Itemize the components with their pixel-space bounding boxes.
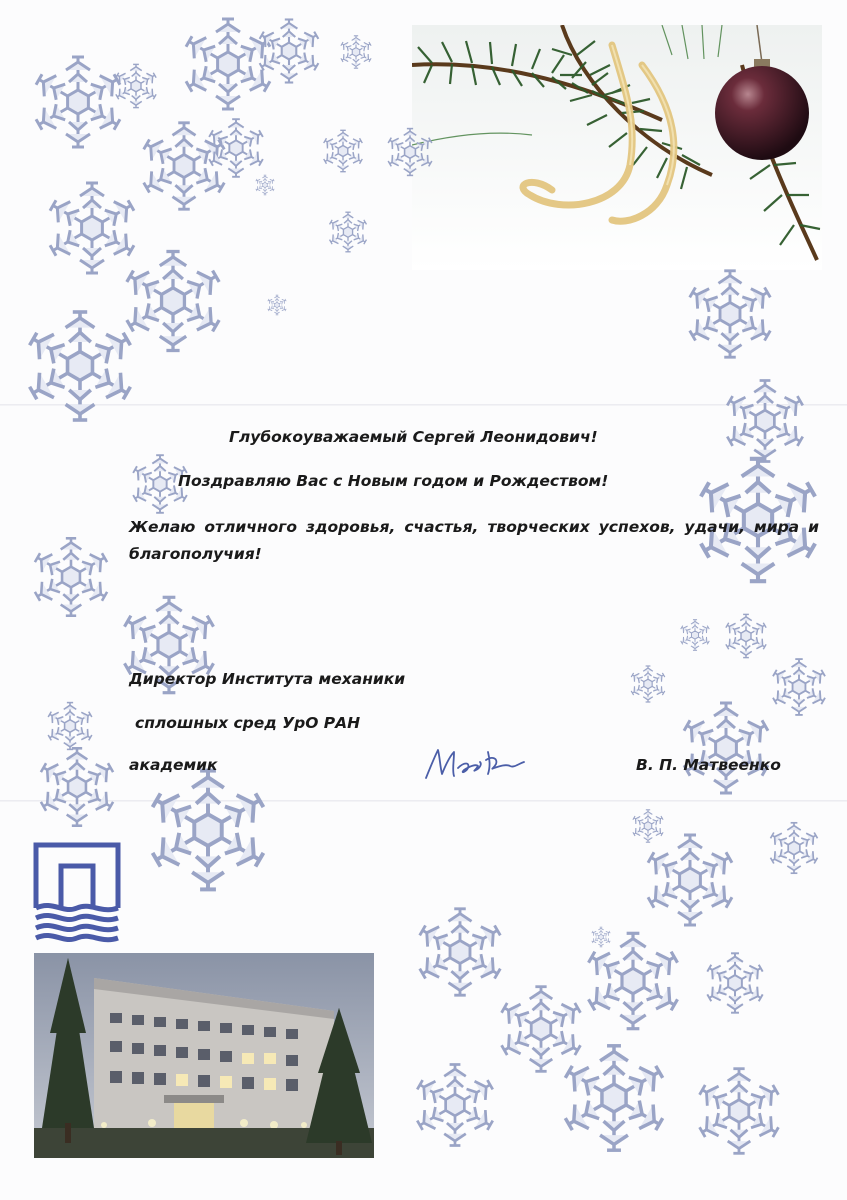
snowflake-icon	[28, 534, 114, 620]
snowflake-icon	[410, 1060, 500, 1150]
snowflake-icon	[254, 174, 276, 196]
institute-logo	[33, 840, 121, 944]
signatory-name: В. П. Матвеенко	[636, 756, 781, 774]
snowflake-icon	[676, 698, 776, 798]
snowflake-icon	[702, 950, 768, 1016]
academic-title: академик	[129, 756, 218, 774]
snowflake-icon	[320, 128, 366, 174]
snowflake-icon	[254, 16, 324, 86]
snowflake-icon	[384, 126, 436, 178]
christmas-branch-with-ornament	[412, 25, 822, 270]
handwritten-signature	[420, 744, 538, 784]
position-line-1: Директор Института механики	[129, 670, 406, 688]
snowflake-icon	[692, 1064, 786, 1158]
snowflake-icon	[580, 928, 686, 1034]
christmas-branch-image	[412, 25, 822, 270]
new-year-greeting: Поздравляю Вас с Новым годом и Рождеством!	[178, 472, 609, 490]
position-line-2: сплошных сред УрО РАН	[135, 714, 361, 732]
snowflake-icon	[266, 294, 288, 316]
snowflake-icon	[338, 34, 374, 70]
snowflake-icon	[556, 1040, 672, 1156]
institute-building-photo	[34, 953, 374, 1158]
snowflake-icon	[34, 744, 120, 830]
snowflake-icon	[640, 830, 740, 930]
paper-fold-line	[0, 800, 847, 802]
snowflake-icon	[112, 62, 160, 110]
snowflake-icon	[204, 116, 268, 180]
snowflake-icon	[628, 664, 668, 704]
wishes-paragraph: Желаю отличного здоровья, счастья, творческих успехов, удачи, мира и благополучия!	[129, 518, 819, 563]
snowflake-icon	[768, 656, 830, 718]
snowflake-icon	[678, 618, 712, 652]
snowflake-icon	[682, 266, 778, 362]
snowflake-icon	[20, 306, 140, 426]
snowflake-icon	[142, 764, 274, 896]
snowflake-icon	[766, 820, 822, 876]
snowflake-icon	[326, 210, 370, 254]
salutation: Глубокоуважаемый Сергей Леонидович!	[229, 428, 598, 446]
snowflake-icon	[722, 612, 770, 660]
